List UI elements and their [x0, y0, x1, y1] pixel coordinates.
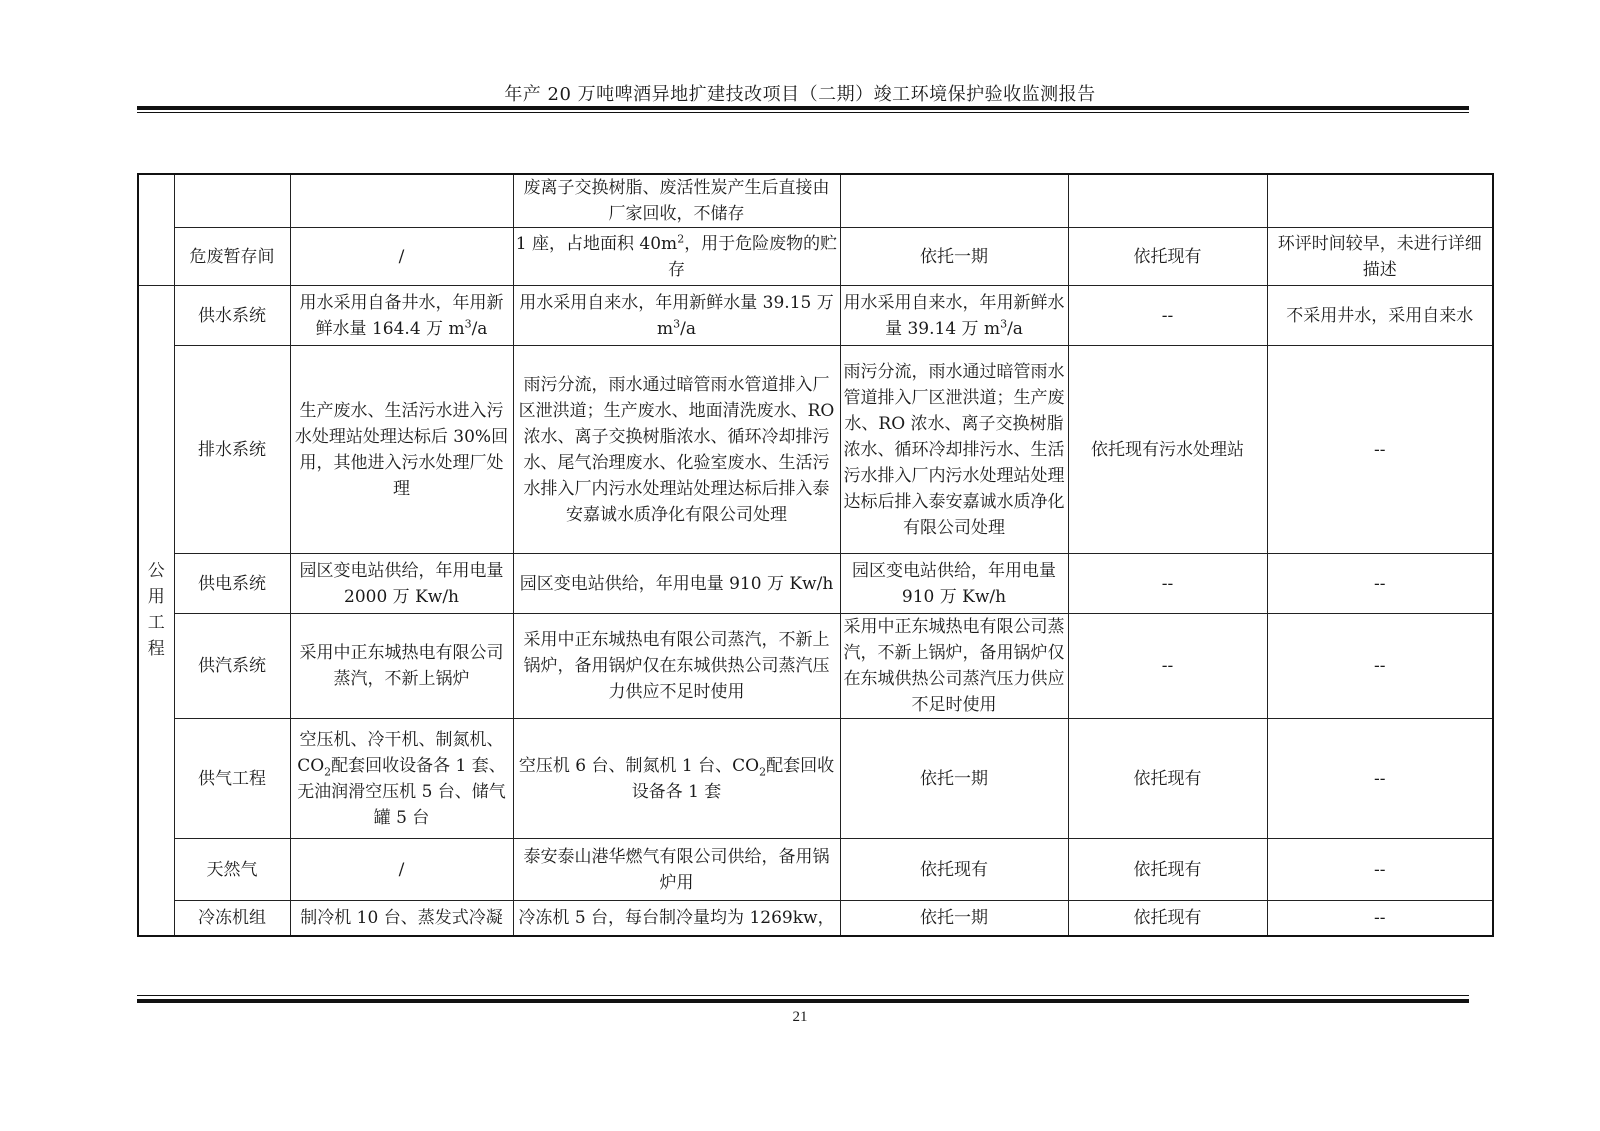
row-actual: 雨污分流，雨水通过暗管雨水管道排入厂区泄洪道；生产废水、RO 浓水、离子交换树脂浓水、循环冷却排污水、生活污水排入厂内污水处理站处理达标后排入泰安嘉诚水质净化有限公司处理: [840, 346, 1068, 554]
row-name: 冷冻机组: [174, 901, 290, 936]
row-eia: 园区变电站供给，年用电量 910 万 Kw/h: [513, 554, 840, 614]
row-name: 供电系统: [174, 554, 290, 614]
row-eia: 雨污分流，雨水通过暗管雨水管道排入厂区泄洪道；生产废水、地面清洗废水、RO 浓水、离子交换树脂浓水、循环冷却排污水、尾气治理废水、化验室废水、生活污水排入厂内污水处理站处理达标后排入泰安嘉诚水质净化有限公司处理: [513, 346, 840, 554]
row-actual: 园区变电站供给，年用电量 910 万 Kw/h: [840, 554, 1068, 614]
table-row: [138, 346, 1493, 554]
public-works-table: [137, 173, 1494, 937]
row-remark: --: [1267, 346, 1493, 554]
row-eia: 冷冻机 5 台，每台制冷量均为 1269kw，: [513, 901, 840, 936]
row-name: 供气工程: [174, 719, 290, 839]
header-rule-thin: [137, 112, 1469, 113]
row-remark: [1267, 174, 1493, 228]
row-actual: 采用中正东城热电有限公司蒸汽，不新上锅炉，备用锅炉仅在东城供热公司蒸汽压力供应不足时使用: [840, 614, 1068, 719]
table-row: [138, 901, 1493, 936]
table-row: [138, 174, 1493, 228]
row-reliance: 依托现有: [1068, 719, 1267, 839]
row-eia: 泰安泰山港华燃气有限公司供给，备用锅炉用: [513, 839, 840, 901]
row-phase1: 空压机、冷干机、制氮机、$CO_2$配套回收设备各 1 套、无油润滑空压机 5 台、储气罐 5 台: [290, 719, 513, 839]
table-row: [138, 614, 1493, 719]
row-remark: 环评时间较早，未进行详细描述: [1267, 228, 1493, 286]
row-phase1: /: [290, 839, 513, 901]
row-reliance: 依托现有污水处理站: [1068, 346, 1267, 554]
row-remark: --: [1267, 839, 1493, 901]
row-phase1: 制冷机 10 台、蒸发式冷凝: [290, 901, 513, 936]
row-actual: 依托一期: [840, 719, 1068, 839]
row-remark: 不采用井水，采用自来水: [1267, 286, 1493, 346]
row-reliance: 依托现有: [1068, 839, 1267, 901]
row-actual: 依托一期: [840, 901, 1068, 936]
category-label: 公 用 工 程: [138, 286, 174, 936]
table-row: [138, 719, 1493, 839]
row-reliance: --: [1068, 614, 1267, 719]
table-row: [138, 554, 1493, 614]
row-actual: 用水采用自来水，年用新鲜水量 39.14 万 $m^3/a$: [840, 286, 1068, 346]
row-name: 危废暂存间: [174, 228, 290, 286]
header-rule-thick: [137, 106, 1469, 110]
row-remark: --: [1267, 719, 1493, 839]
row-eia: 用水采用自来水，年用新鲜水量 39.15 万 $m^3/a$: [513, 286, 840, 346]
row-eia: 采用中正东城热电有限公司蒸汽，不新上锅炉，备用锅炉仅在东城供热公司蒸汽压力供应不足时使用: [513, 614, 840, 719]
row-reliance: [1068, 174, 1267, 228]
row-actual: 依托现有: [840, 839, 1068, 901]
row-eia: 1 座，占地面积 $40m^2$，用于危险废物的贮存: [513, 228, 840, 286]
row-reliance: 依托现有: [1068, 901, 1267, 936]
report-title: 年产 20 万吨啤酒异地扩建技改项目（二期）竣工环境保护验收监测报告: [504, 84, 1096, 105]
row-actual: 依托一期: [840, 228, 1068, 286]
row-actual: [840, 174, 1068, 228]
row-phase1: 园区变电站供给，年用电量 2000 万 Kw/h: [290, 554, 513, 614]
row-reliance: --: [1068, 554, 1267, 614]
row-reliance: 依托现有: [1068, 228, 1267, 286]
table-row: [138, 286, 1493, 346]
page-number: 21: [792, 1009, 808, 1025]
row-name: 供水系统: [174, 286, 290, 346]
row-phase1: [290, 174, 513, 228]
row-remark: --: [1267, 554, 1493, 614]
row-eia: 废离子交换树脂、废活性炭产生后直接由厂家回收，不储存: [513, 174, 840, 228]
row-name: 天然气: [174, 839, 290, 901]
table-row: [138, 228, 1493, 286]
category-cell-empty: [138, 174, 174, 286]
row-phase1: 采用中正东城热电有限公司蒸汽，不新上锅炉: [290, 614, 513, 719]
row-remark: --: [1267, 901, 1493, 936]
row-eia: 空压机 6 台、制氮机 1 台、$CO_2$配套回收设备各 1 套: [513, 719, 840, 839]
row-remark: --: [1267, 614, 1493, 719]
row-name: [174, 174, 290, 228]
row-reliance: --: [1068, 286, 1267, 346]
row-name: 供汽系统: [174, 614, 290, 719]
footer-rule-thick: [137, 999, 1469, 1003]
row-phase1: 用水采用自备井水，年用新鲜水量 164.4 万 $m^3/a$: [290, 286, 513, 346]
footer-rule-thin: [137, 995, 1469, 996]
row-phase1: /: [290, 228, 513, 286]
row-phase1: 生产废水、生活污水进入污水处理站处理达标后 30%回用，其他进入污水处理厂处理: [290, 346, 513, 554]
row-name: 排水系统: [174, 346, 290, 554]
table-row: [138, 839, 1493, 901]
